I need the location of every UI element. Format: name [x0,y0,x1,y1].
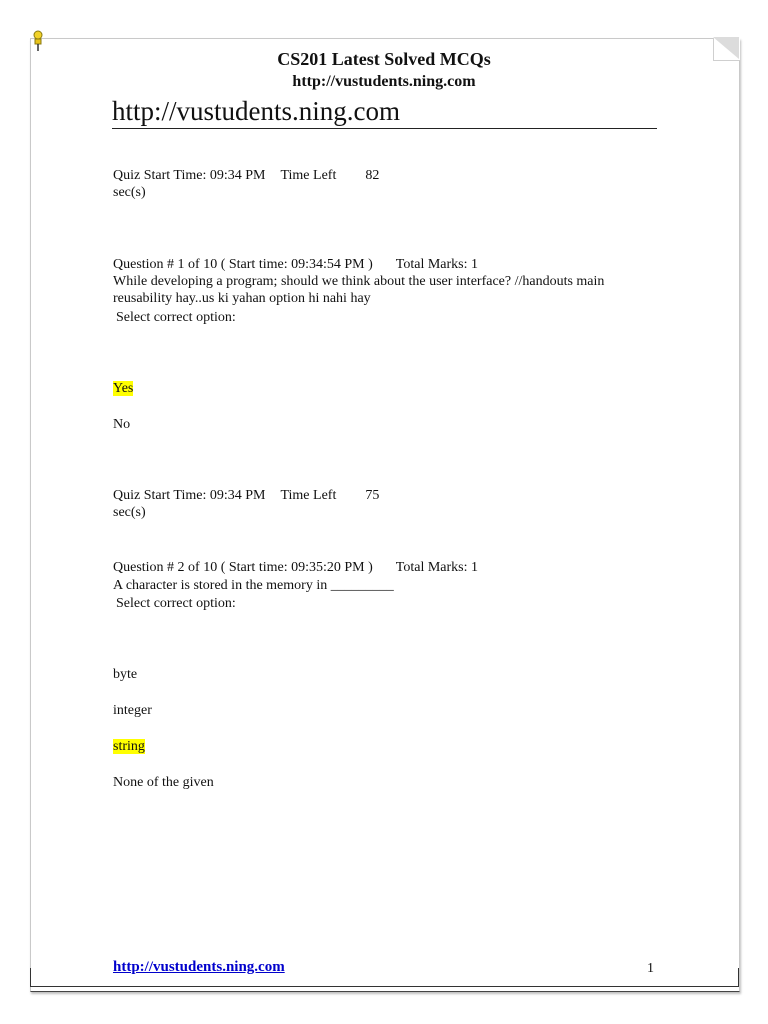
document-title: CS201 Latest Solved MCQs [277,49,491,69]
time-unit: sec(s) [113,505,146,520]
select-prompt: Select correct option: [116,310,236,325]
answer-option-correct[interactable] [113,738,145,755]
header-url: http://vustudents.ning.com [292,73,476,90]
question-text-line-2: reusability hay..us ki yahan option hi nahi hay [113,291,371,306]
time-left-value: 82 [365,168,380,183]
option-none-of-the-given[interactable]: None of the given [113,775,214,790]
answer-option[interactable] [113,702,152,719]
answer-option[interactable] [113,666,137,683]
header-rule [112,128,657,129]
option-string[interactable]: string [113,739,145,754]
site-url-banner: http://vustudents.ning.com [112,96,400,126]
option-integer[interactable]: integer [113,703,152,718]
time-left-label: Time Left [280,168,337,183]
quiz-start-time: Quiz Start Time: 09:34 PM [113,168,266,183]
quiz-start-time: Quiz Start Time: 09:34 PM [113,488,266,503]
total-marks: Total Marks: 1 [395,257,478,272]
quiz-status-1 [113,167,379,184]
answer-option[interactable] [113,416,130,433]
question-text-line-1: A character is stored in the memory in _________ [113,578,394,593]
select-prompt: Select correct option: [116,596,236,611]
time-left-value: 75 [365,488,380,503]
option-byte[interactable]: byte [113,667,138,682]
question-header-2 [113,559,478,576]
total-marks: Total Marks: 1 [395,560,478,575]
question-text-line-1: While developing a program; should we think about the user interface? //handouts main [113,274,605,289]
footer-tick-right [738,968,739,986]
answer-option[interactable] [113,774,214,791]
page-number: 1 [647,961,654,976]
question-number: Question # 2 of 10 ( Start time: 09:35:20 PM ) [113,560,373,575]
answer-option-correct[interactable] [113,380,133,397]
time-left-label: Time Left [280,488,337,503]
quiz-status-2 [113,487,379,504]
option-yes[interactable]: Yes [113,381,134,396]
footer-tick-left [30,968,31,986]
option-no[interactable]: No [113,417,131,432]
time-unit: sec(s) [113,185,146,200]
question-header-1 [113,256,478,273]
footer-rule [30,986,739,987]
question-number: Question # 1 of 10 ( Start time: 09:34:54 PM ) [113,257,373,272]
footer-link[interactable]: http://vustudents.ning.com [113,959,285,975]
